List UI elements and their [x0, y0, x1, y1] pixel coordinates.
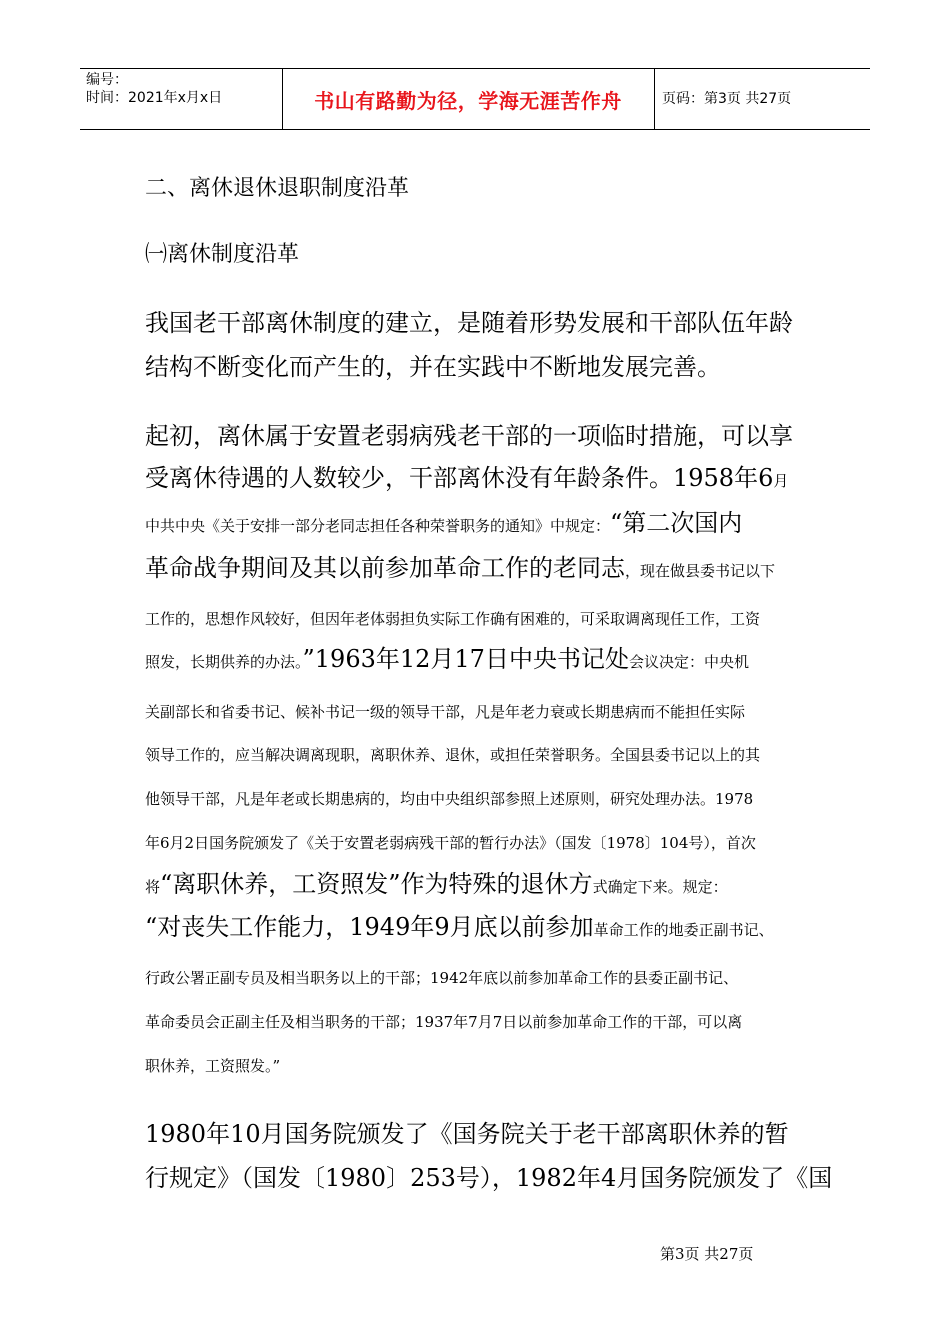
header-motto: 书山有路勤为径，学海无涯苦作舟: [314, 89, 622, 113]
header-page-cell: [654, 69, 870, 129]
page-header: [80, 68, 870, 130]
paragraph-2-line-2: 受离休待遇的人数较少，干部离休没有年龄条件。1958年6月: [145, 464, 789, 492]
paragraph-3-line-2: 行规定》（国发〔1980〕253号），1982年4月国务院颁发了《国: [145, 1164, 833, 1192]
paragraph-2-line-7: 关副部长和省委书记、候补书记一级的领导干部，凡是年老力衰或长期患病而不能担任实际: [145, 703, 746, 721]
paragraph-2-line-3: 中共中央《关于安排一部分老同志担任各种荣誉职务的通知》中规定：“第二次国内: [145, 509, 743, 537]
paragraph-2-line-14: 革命委员会正副主任及相当职务的干部；1937年7月7日以前参加革命工作的干部，可以离: [145, 1013, 743, 1031]
paragraph-2-line-5: 工作的，思想作风较好，但因年老体弱担负实际工作确有困难的，可采取调离现任工作，工资: [145, 610, 761, 628]
document-date: 时间：2021年x月x日: [86, 90, 223, 106]
header-page-number: 页码：第3页 共27页: [662, 91, 792, 107]
paragraph-2-line-1: 起初，离休属于安置老弱病残老干部的一项临时措施，可以享: [145, 422, 793, 450]
paragraph-1-line-2: 结构不断变化而产生的，并在实践中不断地发展完善。: [145, 353, 721, 381]
subsection-title: ㈠离休制度沿革: [145, 242, 300, 267]
paragraph-2-line-11: 将“离职休养，工资照发”作为特殊的退休方式确定下来。规定：: [145, 870, 728, 898]
header-meta-cell: [80, 69, 283, 129]
paragraph-2-line-6: 照发，长期供养的办法。”1963年12月17日中央书记处会议决定：中央机: [145, 645, 749, 673]
paragraph-2-line-8: 领导工作的，应当解决调离现职，离职休养、退休，或担任荣誉职务。全国县委书记以上的其: [145, 746, 761, 764]
paragraph-3-line-1: 1980年10月国务院颁发了《国务院关于老干部离职休养的暂: [145, 1120, 789, 1148]
paragraph-2-line-10: 年6月2日国务院颁发了《关于安置老弱病残干部的暂行办法》（国发〔1978〕104号），首次: [145, 834, 756, 852]
paragraph-2-line-9: 他领导干部，凡是年老或长期患病的，均由中央组织部参照上述原则，研究处理办法。1978: [145, 790, 754, 808]
paragraph-2-line-13: 行政公署正副专员及相当职务以上的干部；1942年底以前参加革命工作的县委正副书记、: [145, 969, 739, 987]
header-motto-cell: [282, 69, 655, 129]
paragraph-2-line-4: 革命战争期间及其以前参加革命工作的老同志，现在做县委书记以下: [145, 554, 776, 582]
paragraph-2-line-12: “对丧失工作能力，1949年9月底以前参加革命工作的地委正副书记、: [145, 913, 774, 941]
document-number-label: 编号：: [86, 72, 128, 88]
paragraph-1-line-1: 我国老干部离休制度的建立，是随着形势发展和干部队伍年龄: [145, 309, 793, 337]
section-title: 二、离休退休退职制度沿革: [145, 176, 410, 201]
paragraph-2-line-15: 职休养，工资照发。”: [145, 1057, 281, 1075]
page-footer-number: 第3页 共27页: [660, 1245, 754, 1263]
